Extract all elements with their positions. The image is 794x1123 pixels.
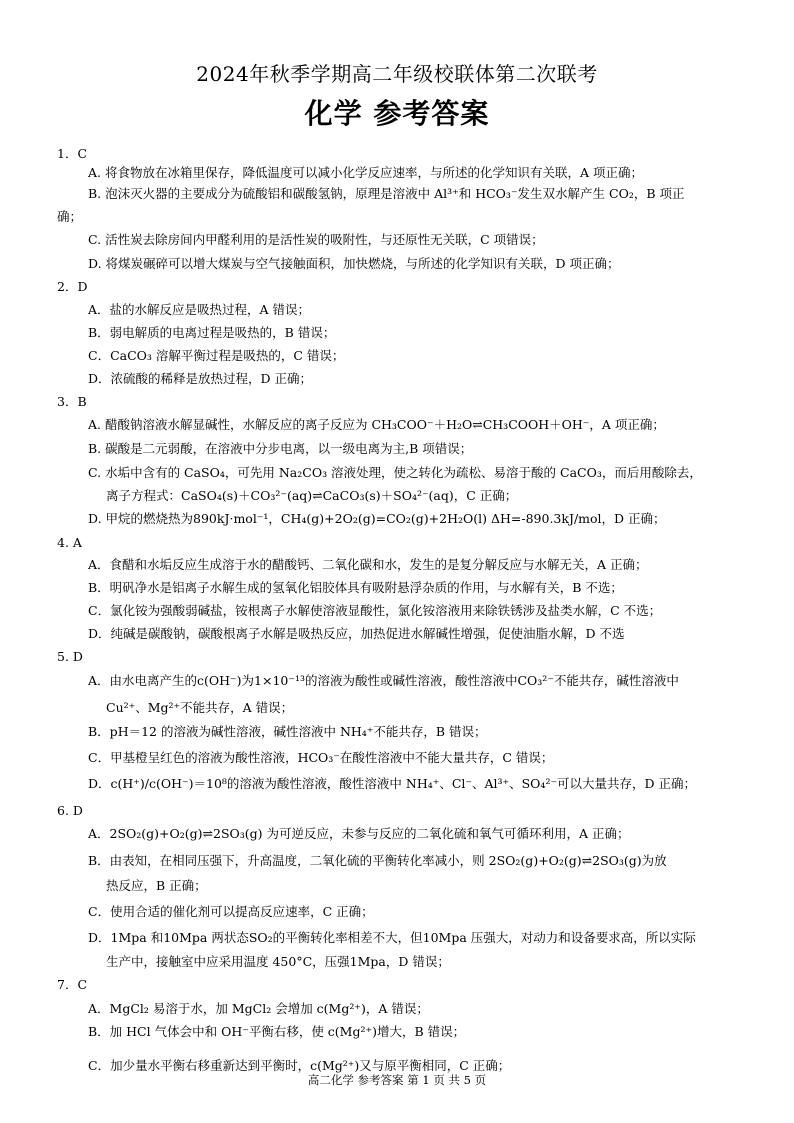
question-number: 1．C	[57, 146, 88, 161]
answer-line: B．弱电解质的电离过程是吸热的，B 错误；	[88, 325, 336, 340]
answer-line: D. 甲烷的燃烧热为890kJ·mol⁻¹，CH₄(g)+2O₂(g)=CO₂(g)+2H₂O(l) ΔH=-890.3kJ/mol，D 正确；	[88, 511, 666, 526]
answer-line: D．纯碱是碳酸钠，碳酸根离子水解是吸热反应，加热促进水解碱性增强，促使油脂水解，D 不选	[88, 626, 625, 641]
answer-line: A. 醋酸钠溶液水解显碱性，水解反应的离子反应为 CH₃COO⁻＋H₂O⇌CH₃COOH＋OH⁻，A 项正确；	[88, 417, 665, 432]
answer-line: 生产中，接触室中应采用温度 450°C，压强1Mpa，D 错误；	[106, 954, 450, 969]
answer-line: B．加 HCl 气体会中和 OH⁻平衡右移，使 c(Mg²⁺)增大，B 错误；	[88, 1024, 466, 1039]
answer-line: C．使用合适的催化剂可以提高反应速率，C 正确；	[88, 904, 374, 919]
page-subtitle: 化学 参考答案	[304, 97, 490, 130]
answer-line: A．盐的水解反应是吸热过程，A 错误；	[88, 302, 311, 317]
answer-line: Cu²⁺、Mg²⁺不能共存，A 错误；	[106, 700, 294, 715]
answer-line: A．食醋和水垢反应生成溶于水的醋酸钙、二氧化碳和水，发生的是复分解反应与水解无关，A 正确；	[88, 557, 648, 572]
question-number: 3．B	[57, 394, 87, 409]
answer-line: B．明矾净水是铝离子水解生成的氢氧化铝胶体具有吸附悬浮杂质的作用，与水解有关，B 不选；	[88, 580, 623, 595]
answer-line: C．CaCO₃ 溶解平衡过程是吸热的，C 错误；	[88, 348, 345, 363]
question-number: 4. A	[57, 535, 82, 550]
answer-line: C. 活性炭去除房间内甲醛利用的是活性炭的吸附性，与还原性无关联，C 项错误；	[88, 232, 544, 247]
answer-line: C．氯化铵为强酸弱碱盐，铵根离子水解使溶液显酸性，氯化铵溶液用来除铁锈涉及盐类水解，C 不选；	[88, 603, 662, 618]
answer-line: 离子方程式：CaSO₄(s)＋CO₃²⁻(aq)⇌CaCO₃(s)＋SO₄²⁻(aq)，C 正确；	[106, 488, 518, 503]
answer-line: A．2SO₂(g)+O₂(g)⇌2SO₃(g) 为可逆反应，未参与反应的二氧化硫和氧气可循环利用，A 正确；	[88, 826, 630, 841]
question-number: 7．C	[57, 977, 88, 992]
answer-line: D．浓硫酸的稀释是放热过程，D 正确；	[88, 371, 313, 386]
answer-line: B. 泡沫灭火器的主要成分为硫酸铝和碳酸氢钠，原理是溶液中 Al³⁺和 HCO₃⁻发生双水解产生 CO₂，B 项正	[88, 186, 685, 201]
answer-line: C．甲基橙呈红色的溶液为酸性溶液，HCO₃⁻在酸性溶液中不能大量共存，C 错误；	[88, 750, 554, 765]
answer-line: C．加少量水平衡右移重新达到平衡时，c(Mg²⁺)又与原平衡相同，C 正确；	[88, 1058, 511, 1073]
question-number: 5. D	[57, 649, 83, 664]
question-number: 2．D	[57, 279, 88, 294]
answer-line: A．由水电离产生的c(OH⁻)为1×10⁻¹³的溶液为酸性或碱性溶液，酸性溶液中CO₃²⁻不能共存，碱性溶液中	[88, 673, 679, 688]
answer-line: 热反应，B 正确；	[106, 878, 207, 893]
answer-line: A．MgCl₂ 易溶于水，加 MgCl₂ 会增加 c(Mg²⁺)，A 错误；	[88, 1001, 429, 1016]
answer-line: D．c(H⁺)/c(OH⁻)＝10⁸的溶液为酸性溶液，酸性溶液中 NH₄⁺、Cl⁻、Al³⁺、SO₄²⁻可以大量共存，D 正确；	[88, 776, 697, 791]
answer-line: D．1Mpa 和10Mpa 两状态SO₂的平衡转化率相差不大，但10Mpa 压强大，对动力和设备要求高，所以实际	[88, 930, 696, 945]
answer-line: 确；	[57, 209, 83, 224]
page-footer: 高二化学 参考答案 第 1 页 共 5 页	[307, 1073, 487, 1087]
answer-line: C. 水垢中含有的 CaSO₄，可先用 Na₂CO₃ 溶液处理，使之转化为疏松、易溶于酸的 CaCO₃，而后用酸除去，	[88, 465, 702, 480]
question-number: 6. D	[57, 803, 83, 818]
answer-line: B．由表知，在相同压强下，升高温度，二氧化硫的平衡转化率减小，则 2SO₂(g)+O₂(g)⇌2SO₃(g)为放	[88, 853, 667, 868]
page-title: 2024年秋季学期高二年级校联体第二次联考	[196, 62, 598, 86]
answer-line: B. 碳酸是二元弱酸，在溶液中分步电离，以一级电离为主,B 项错误；	[88, 441, 473, 456]
answer-line: A. 将食物放在冰箱里保存，降低温度可以减小化学反应速率，与所述的化学知识有关联，A 项正确；	[88, 165, 643, 180]
answer-line: D. 将煤炭碾碎可以增大煤炭与空气接触面积，加快燃烧，与所述的化学知识有关联，D 项正确；	[88, 256, 620, 271]
answer-line: B．pH＝12 的溶液为碱性溶液，碱性溶液中 NH₄⁺不能共存，B 错误；	[88, 724, 487, 739]
